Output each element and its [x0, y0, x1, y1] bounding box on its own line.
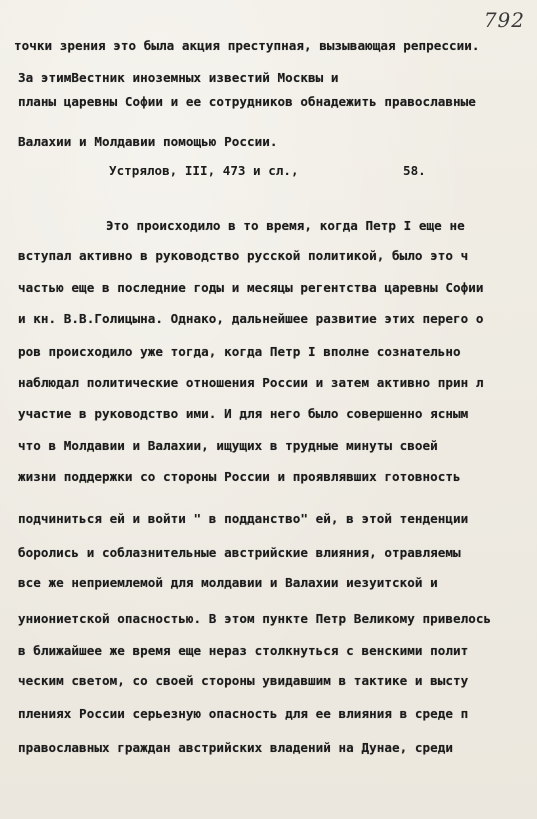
text-line: Это происходило в то время, когда Петр I еще не — [106, 218, 465, 233]
text-line: Валахии и Молдавии помощью России. — [18, 134, 278, 149]
text-line: наблюдал политические отношения России и затем активно прин л — [18, 375, 484, 390]
text-line: планы царевны Софии и ее сотрудников обнадежить православные — [18, 94, 476, 109]
text-line: точки зрения это была акция преступная, вызывающая репрессии. — [14, 38, 480, 53]
citation: Устрялов, III, 473 и сл., — [109, 163, 299, 178]
text-line: частью еще в последние годы и месяцы регентства царевны Софии — [18, 280, 484, 295]
text-line: ров происходило уже тогда, когда Петр I вполне сознательно — [18, 344, 461, 359]
text-line: участие в руководство ими. И для него было совершенно ясным — [18, 406, 469, 421]
text-line: ческим светом, со своей стороны увидавшим в тактике и высту — [18, 673, 469, 688]
text-line: За этимВестник иноземных известий Москвы и — [18, 70, 339, 85]
footnote-number: 58. — [403, 163, 426, 178]
text-line: что в Молдавии и Валахии, ищущих в трудные минуты своей — [18, 438, 438, 453]
text-line: плениях России серьезную опасность для ее влияния в среде п — [18, 706, 469, 721]
text-line: вступал активно в руководство русской политикой, было это ч — [18, 248, 469, 263]
text-line: в ближайшее же время еще нераз столкнуться с венскими полит — [18, 643, 469, 658]
text-line: подчиниться ей и войти " в подданство" ей, в этой тенденции — [18, 511, 469, 526]
text-line: и кн. В.В.Голицына. Однако, дальнейшее развитие этих перего о — [18, 311, 484, 326]
text-line: боролись и соблазнительные австрийские влияния, отравляемы — [18, 545, 461, 560]
text-line: униониетской опасностью. В этом пункте Петр Великому привелось — [18, 611, 492, 626]
page-number: 792 — [483, 8, 525, 32]
text-line: православных граждан австрийских владений на Дунае, среди — [18, 740, 454, 755]
text-line: жизни поддержки со стороны России и проявлявших готовность — [18, 469, 461, 484]
text-line: все же неприемлемой для молдавии и Валахии иезуитской и — [18, 575, 438, 590]
